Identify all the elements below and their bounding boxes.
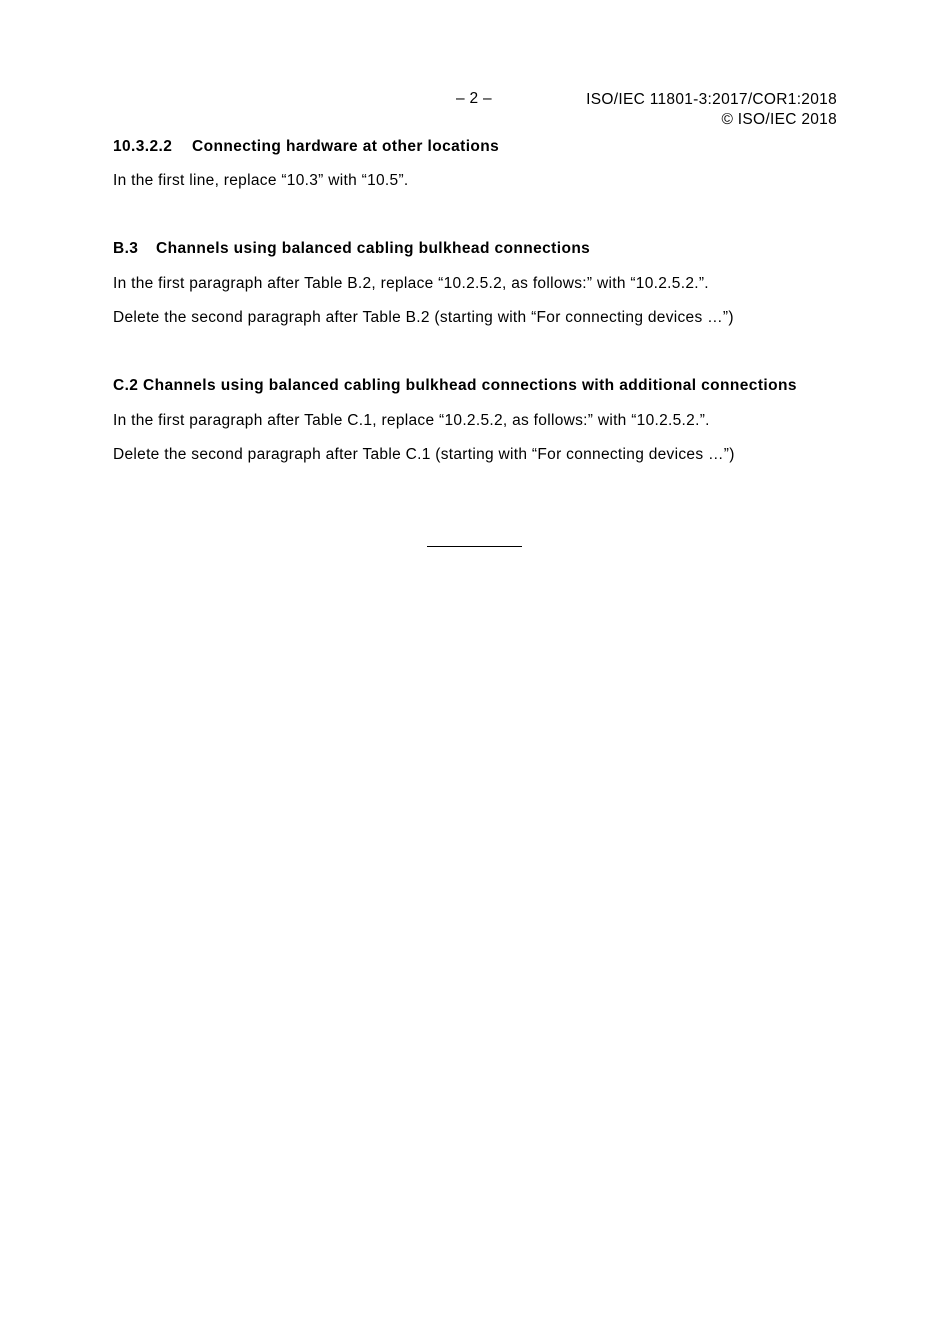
- section-c-2: [113, 376, 837, 464]
- section-title: Channels using balanced cabling bulkhead connections: [156, 240, 591, 257]
- paragraph: Delete the second paragraph after Table B.2 (starting with “For connecting devices …”): [113, 309, 734, 326]
- section-heading: [113, 137, 837, 156]
- document-id: ISO/IEC 11801-3:2017/COR1:2018: [586, 91, 837, 108]
- section-number: C.2: [113, 377, 139, 394]
- paragraph: Delete the second paragraph after Table C.1 (starting with “For connecting devices …”): [113, 446, 735, 463]
- section-heading: [113, 239, 837, 258]
- page-number: – 2 –: [456, 90, 492, 107]
- section-title: Connecting hardware at other locations: [192, 138, 500, 155]
- end-of-document-rule: [427, 546, 522, 547]
- section-number: B.3: [113, 240, 139, 257]
- section-number: 10.3.2.2: [113, 138, 173, 155]
- paragraph: In the first paragraph after Table C.1, replace “10.2.5.2, as follows:” with “10.2.5.2.”.: [113, 412, 710, 429]
- document-body: [113, 137, 837, 464]
- paragraph: In the first line, replace “10.3” with “10.5”.: [113, 172, 409, 189]
- paragraph: In the first paragraph after Table B.2, replace “10.2.5.2, as follows:” with “10.2.5.2.”.: [113, 275, 709, 292]
- copyright-notice: © ISO/IEC 2018: [721, 111, 837, 128]
- section-heading: [113, 376, 837, 395]
- section-10-3-2-2: [113, 137, 837, 190]
- document-header: [586, 90, 837, 130]
- section-b-3: [113, 239, 837, 327]
- section-title: Channels using balanced cabling bulkhead connections with additional connections: [143, 377, 797, 394]
